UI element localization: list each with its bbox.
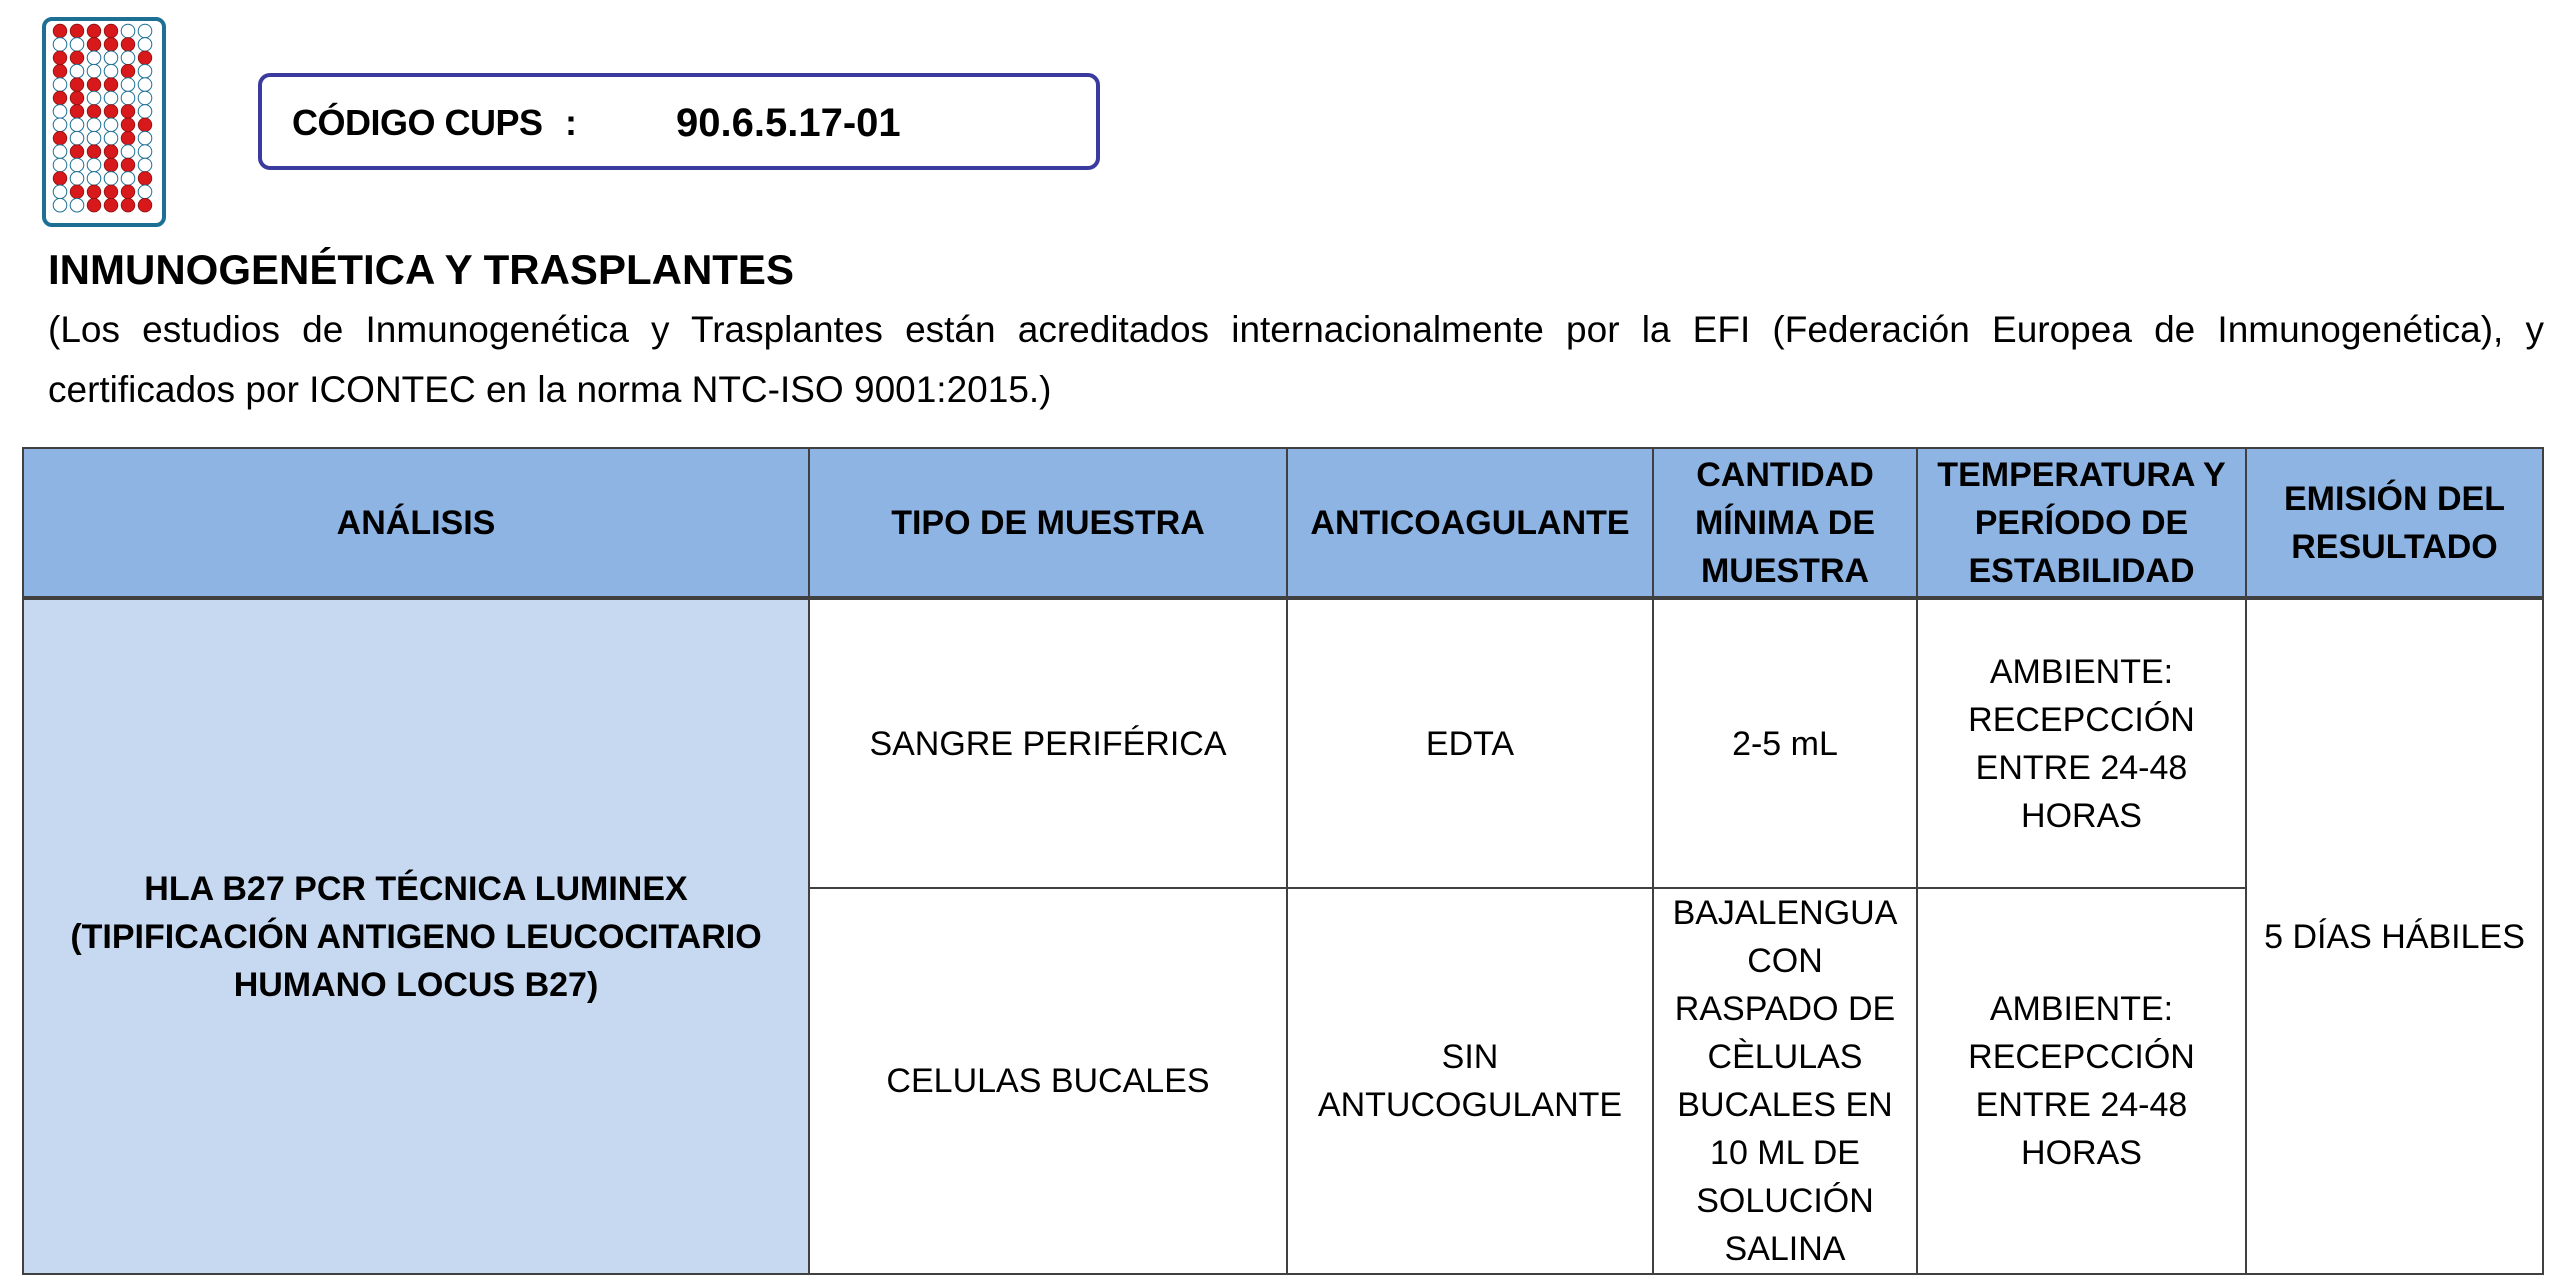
logo-dot-red	[121, 38, 135, 52]
logo-dot-red	[87, 198, 101, 212]
logo-dot-empty	[121, 51, 135, 65]
logo-dot-empty	[87, 91, 101, 105]
logo-dot-empty	[87, 158, 101, 172]
logo-dot-empty	[104, 51, 118, 65]
logo-dot-empty	[53, 145, 67, 159]
anticoagulant-cell: EDTA	[1287, 598, 1653, 888]
exam-info-table	[22, 447, 2544, 1275]
logo-dot-red	[53, 131, 67, 145]
logo-dot-empty	[138, 158, 152, 172]
logo-dot-red	[70, 185, 84, 199]
logo-dot-empty	[104, 131, 118, 145]
logo-dot-empty	[138, 105, 152, 119]
logo-dot-red	[70, 78, 84, 92]
header-result-time: EMISIÓN DEL RESULTADO	[2246, 448, 2543, 598]
logo-dot-empty	[53, 185, 67, 199]
analysis-cell: HLA B27 PCR TÉCNICA LUMINEX (TIPIFICACIÓN ANTIGENO LEUCOCITARIO HUMANO LOCUS B27)	[23, 598, 809, 1274]
min-quantity-cell: BAJALENGUA CON RASPADO DE CÈLULAS BUCALES EN 10 ML DE SOLUCIÓN SALINA	[1653, 888, 1917, 1274]
temperature-cell: AMBIENTE: RECEPCCIÓN ENTRE 24-48 HORAS	[1917, 598, 2246, 888]
logo-dot-red	[121, 158, 135, 172]
logo-dot-red	[104, 38, 118, 52]
header-min-quantity: CANTIDAD MÍNIMA DE MUESTRA	[1653, 448, 1917, 598]
logo-dot-empty	[138, 78, 152, 92]
logo-dot-empty	[70, 38, 84, 52]
logo-dot-empty	[104, 64, 118, 78]
logo-dot-empty	[121, 24, 135, 38]
sample-type-cell: CELULAS BUCALES	[809, 888, 1287, 1274]
table-row	[23, 598, 2543, 888]
logo-dot-red	[70, 91, 84, 105]
lab-logo-icon	[42, 17, 166, 227]
logo-dot-red	[53, 51, 67, 65]
logo-dot-empty	[104, 172, 118, 186]
header-anticoagulant: ANTICOAGULANTE	[1287, 448, 1653, 598]
logo-dot-empty	[121, 145, 135, 159]
logo-dot-red	[70, 105, 84, 119]
logo-dot-empty	[121, 172, 135, 186]
logo-dot-red	[121, 185, 135, 199]
logo-dot-empty	[70, 198, 84, 212]
logo-dot-red	[87, 105, 101, 119]
logo-dot-empty	[121, 78, 135, 92]
logo-dot-empty	[70, 131, 84, 145]
logo-dot-empty	[104, 91, 118, 105]
logo-dot-red	[138, 172, 152, 186]
logo-dot-empty	[53, 198, 67, 212]
logo-dot-empty	[104, 118, 118, 132]
logo-dot-red	[87, 78, 101, 92]
logo-dot-red	[138, 118, 152, 132]
result-time-cell: 5 DÍAS HÁBILES	[2246, 598, 2543, 1274]
anticoagulant-cell: SIN ANTUCOGULANTE	[1287, 888, 1653, 1274]
logo-dot-red	[53, 91, 67, 105]
logo-dot-empty	[87, 172, 101, 186]
logo-dot-red	[121, 198, 135, 212]
logo-dot-red	[70, 145, 84, 159]
logo-dot-red	[121, 118, 135, 132]
logo-dot-red	[138, 198, 152, 212]
logo-dot-red	[121, 64, 135, 78]
logo-dot-empty	[87, 118, 101, 132]
header-sample-type: TIPO DE MUESTRA	[809, 448, 1287, 598]
logo-dot-empty	[138, 185, 152, 199]
logo-dot-red	[104, 24, 118, 38]
logo-dot-empty	[138, 64, 152, 78]
logo-dot-empty	[138, 131, 152, 145]
logo-dot-red	[87, 24, 101, 38]
accreditation-note: (Los estudios de Inmunogenética y Trasplantes están acreditados internacionalmente por la EFI (Federación Europea de Inmunogenética), y certificados por ICONTEC en la norma NTC-ISO 9001:2015.)	[48, 309, 2544, 410]
section-title: INMUNOGENÉTICA Y TRASPLANTES	[48, 246, 794, 293]
logo-dot-empty	[70, 158, 84, 172]
logo-dot-red	[70, 51, 84, 65]
min-quantity-cell: 2-5 mL	[1653, 598, 1917, 888]
table-header-row	[23, 448, 2543, 598]
temperature-cell: AMBIENTE: RECEPCCIÓN ENTRE 24-48 HORAS	[1917, 888, 2246, 1274]
logo-dot-red	[104, 78, 118, 92]
logo-dot-empty	[53, 105, 67, 119]
logo-dot-red	[53, 172, 67, 186]
logo-dot-red	[104, 145, 118, 159]
logo-dot-red	[87, 145, 101, 159]
cups-code-box	[258, 73, 1100, 170]
logo-dot-empty	[53, 158, 67, 172]
logo-dot-red	[87, 38, 101, 52]
logo-dot-red	[121, 131, 135, 145]
logo-dot-red	[53, 24, 67, 38]
logo-dot-red	[104, 198, 118, 212]
header-temperature: TEMPERATURA Y PERÍODO DE ESTABILIDAD	[1917, 448, 2246, 598]
logo-dot-empty	[138, 145, 152, 159]
header-analysis: ANÁLISIS	[23, 448, 809, 598]
logo-dot-empty	[53, 118, 67, 132]
logo-dot-red	[70, 24, 84, 38]
cups-separator: :	[565, 102, 577, 143]
logo-dot-empty	[138, 91, 152, 105]
logo-dot-red	[104, 185, 118, 199]
logo-dot-red	[104, 158, 118, 172]
logo-dot-empty	[138, 24, 152, 38]
logo-dot-red	[53, 64, 67, 78]
logo-dot-red	[121, 105, 135, 119]
cups-value: 90.6.5.17-01	[676, 101, 901, 145]
logo-dot-empty	[138, 38, 152, 52]
logo-dot-empty	[121, 91, 135, 105]
logo-dot-empty	[87, 131, 101, 145]
logo-dot-grid	[46, 21, 162, 223]
logo-dot-red	[104, 105, 118, 119]
logo-dot-empty	[53, 78, 67, 92]
logo-dot-empty	[70, 118, 84, 132]
logo-dot-empty	[53, 38, 67, 52]
logo-dot-empty	[87, 51, 101, 65]
logo-dot-red	[138, 51, 152, 65]
logo-dot-red	[87, 185, 101, 199]
cups-label: CÓDIGO CUPS	[292, 102, 543, 143]
logo-dot-empty	[70, 64, 84, 78]
logo-dot-empty	[70, 172, 84, 186]
sample-type-cell: SANGRE PERIFÉRICA	[809, 598, 1287, 888]
logo-dot-empty	[87, 64, 101, 78]
